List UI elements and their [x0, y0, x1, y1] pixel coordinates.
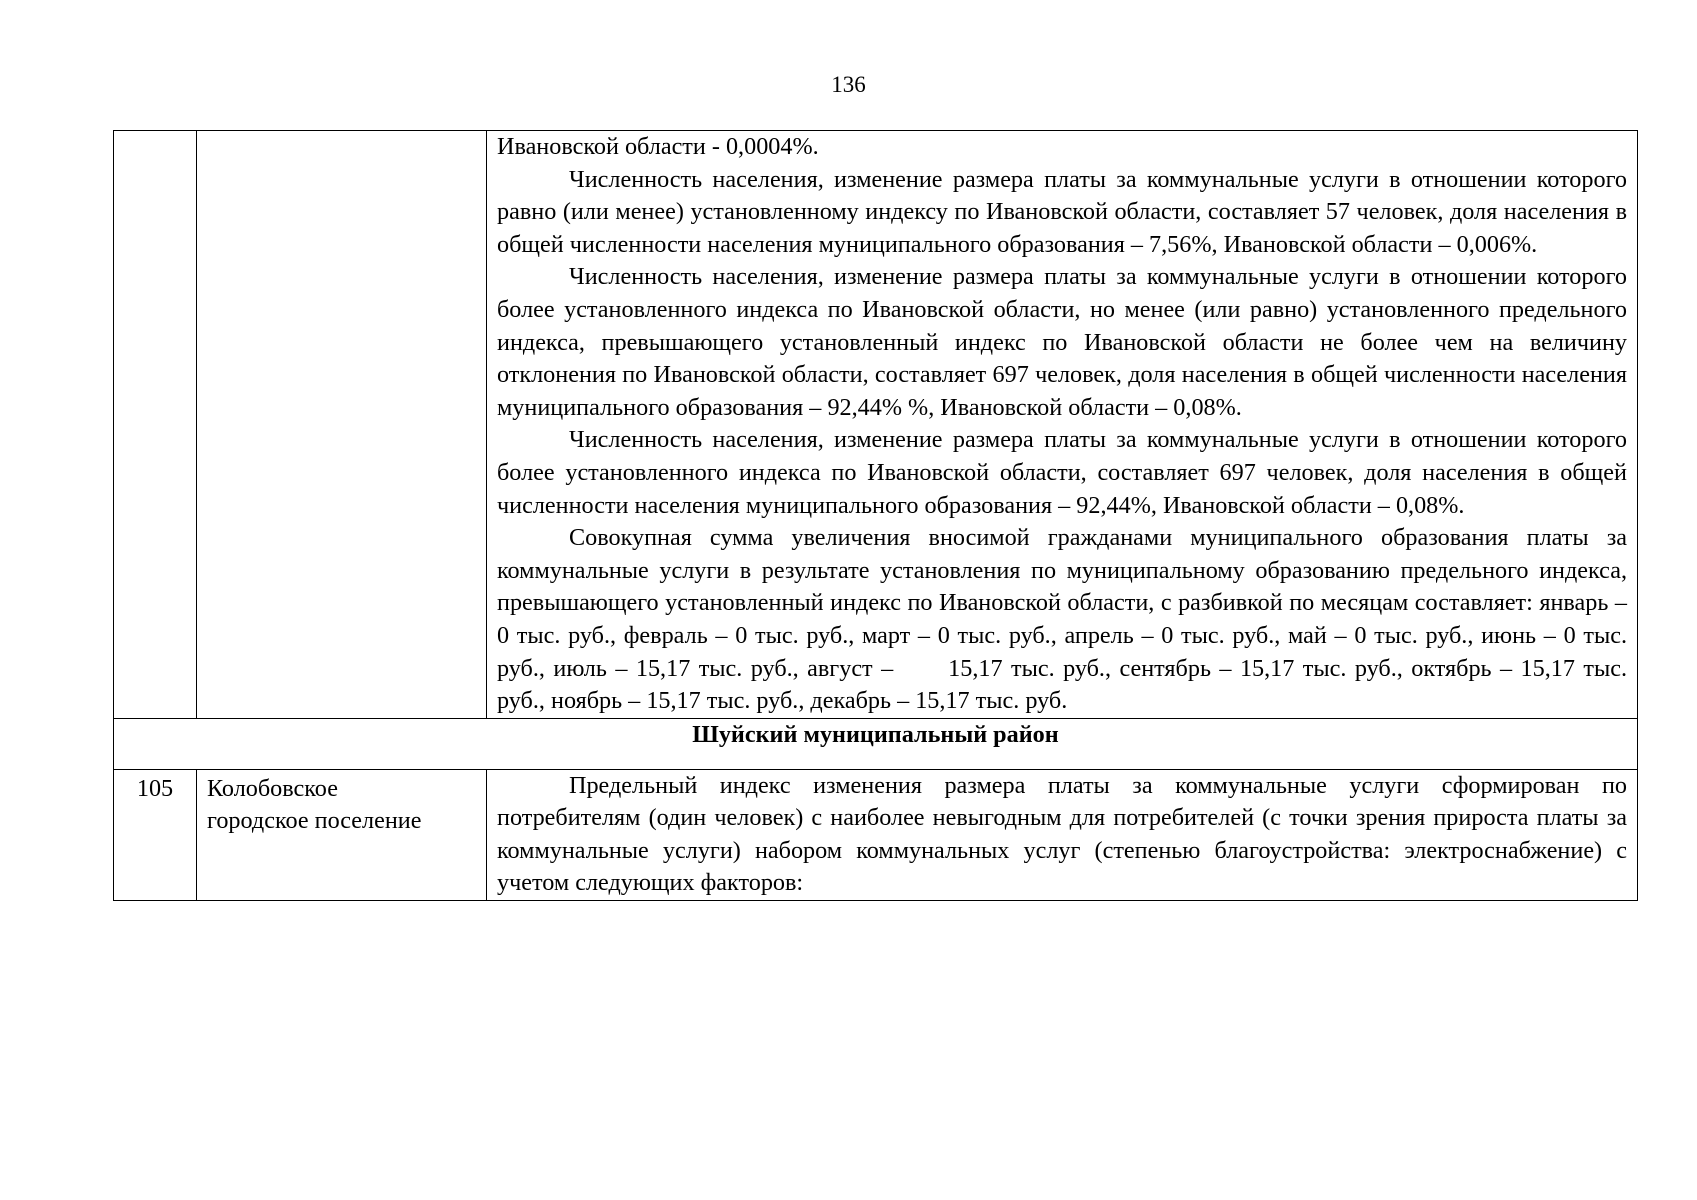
paragraph-part: Совокупная сумма увеличения вносимой гражданами муниципального образования платы за коммунальные услуги в результате установления по муниципальному образованию предельного индекса, превышающего установленный индекс по Ивановской области, с разбивкой по месяцам составляет: январь – 0 тыс. руб., февраль – 0 тыс. руб., март – 0 тыс. руб., апрель – 0 тыс. руб., май – 0 тыс. руб., июнь – 0 тыс. руб., июль – 15,17 тыс. руб., август – [497, 524, 1627, 682]
paragraph-monthly-sum [497, 522, 1627, 718]
document-table [113, 130, 1638, 901]
table-row-continued [114, 131, 1638, 719]
paragraph: Численность населения, изменение размера платы за коммунальные услуги в отношении которого более установленного индекса по Ивановской области, составляет 697 человек, доля населения в общей численности населения муниципального образования – 92,44%, Ивановской области – 0,08%. [497, 426, 1627, 519]
municipality-name-line: Колобовское [207, 774, 338, 802]
paragraph: Предельный индекс изменения размера платы за коммунальные услуги сформирован по потребителям (один человек) с наиболее невыгодным для потребителей (с точки зрения прироста платы за коммунальные услуги) набором коммунальных услуг (степенью благоустройства: электроснабжение) с учетом следующих факторов: [497, 771, 1627, 897]
paragraph-part: 15,17 тыс. руб., сентябрь – 15,17 тыс. руб., октябрь – 15,17 тыс. руб., ноябрь – 15,17 тыс. руб., декабрь – 15,17 тыс. руб. [497, 654, 1627, 715]
cell-description [487, 131, 1638, 719]
table-row-105 [114, 769, 1638, 900]
paragraph: Численность населения, изменение размера платы за коммунальные услуги в отношении которого более установленного индекса по Ивановской области, но менее (или равно) установленного предельного индекса, превышающего установленный индекс по Ивановской области не более чем на величину отклонения по Ивановской области, составляет 697 человек, доля населения в общей численности населения муниципального образования – 92,44% %, Ивановской области – 0,08%. [497, 263, 1627, 421]
page-number: 136 [831, 72, 866, 97]
cell-number-empty [114, 131, 197, 719]
paragraph: Численность населения, изменение размера платы за коммунальные услуги в отношении которого равно (или менее) установленному индексу по Ивановской области, составляет 57 человек, доля населения в общей численности населения муниципального образования – 7,56%, Ивановской области – 0,006%. [497, 165, 1627, 258]
district-header-row [114, 718, 1638, 769]
paragraph: Ивановской области - 0,0004%. [497, 133, 819, 160]
row-number: 105 [114, 769, 197, 900]
cell-description [487, 769, 1638, 900]
municipality-name-line: городское поселение [207, 807, 422, 835]
cell-name-empty [197, 131, 487, 719]
municipality-name [197, 769, 487, 900]
district-title: Шуйский муниципальный район [114, 718, 1638, 769]
